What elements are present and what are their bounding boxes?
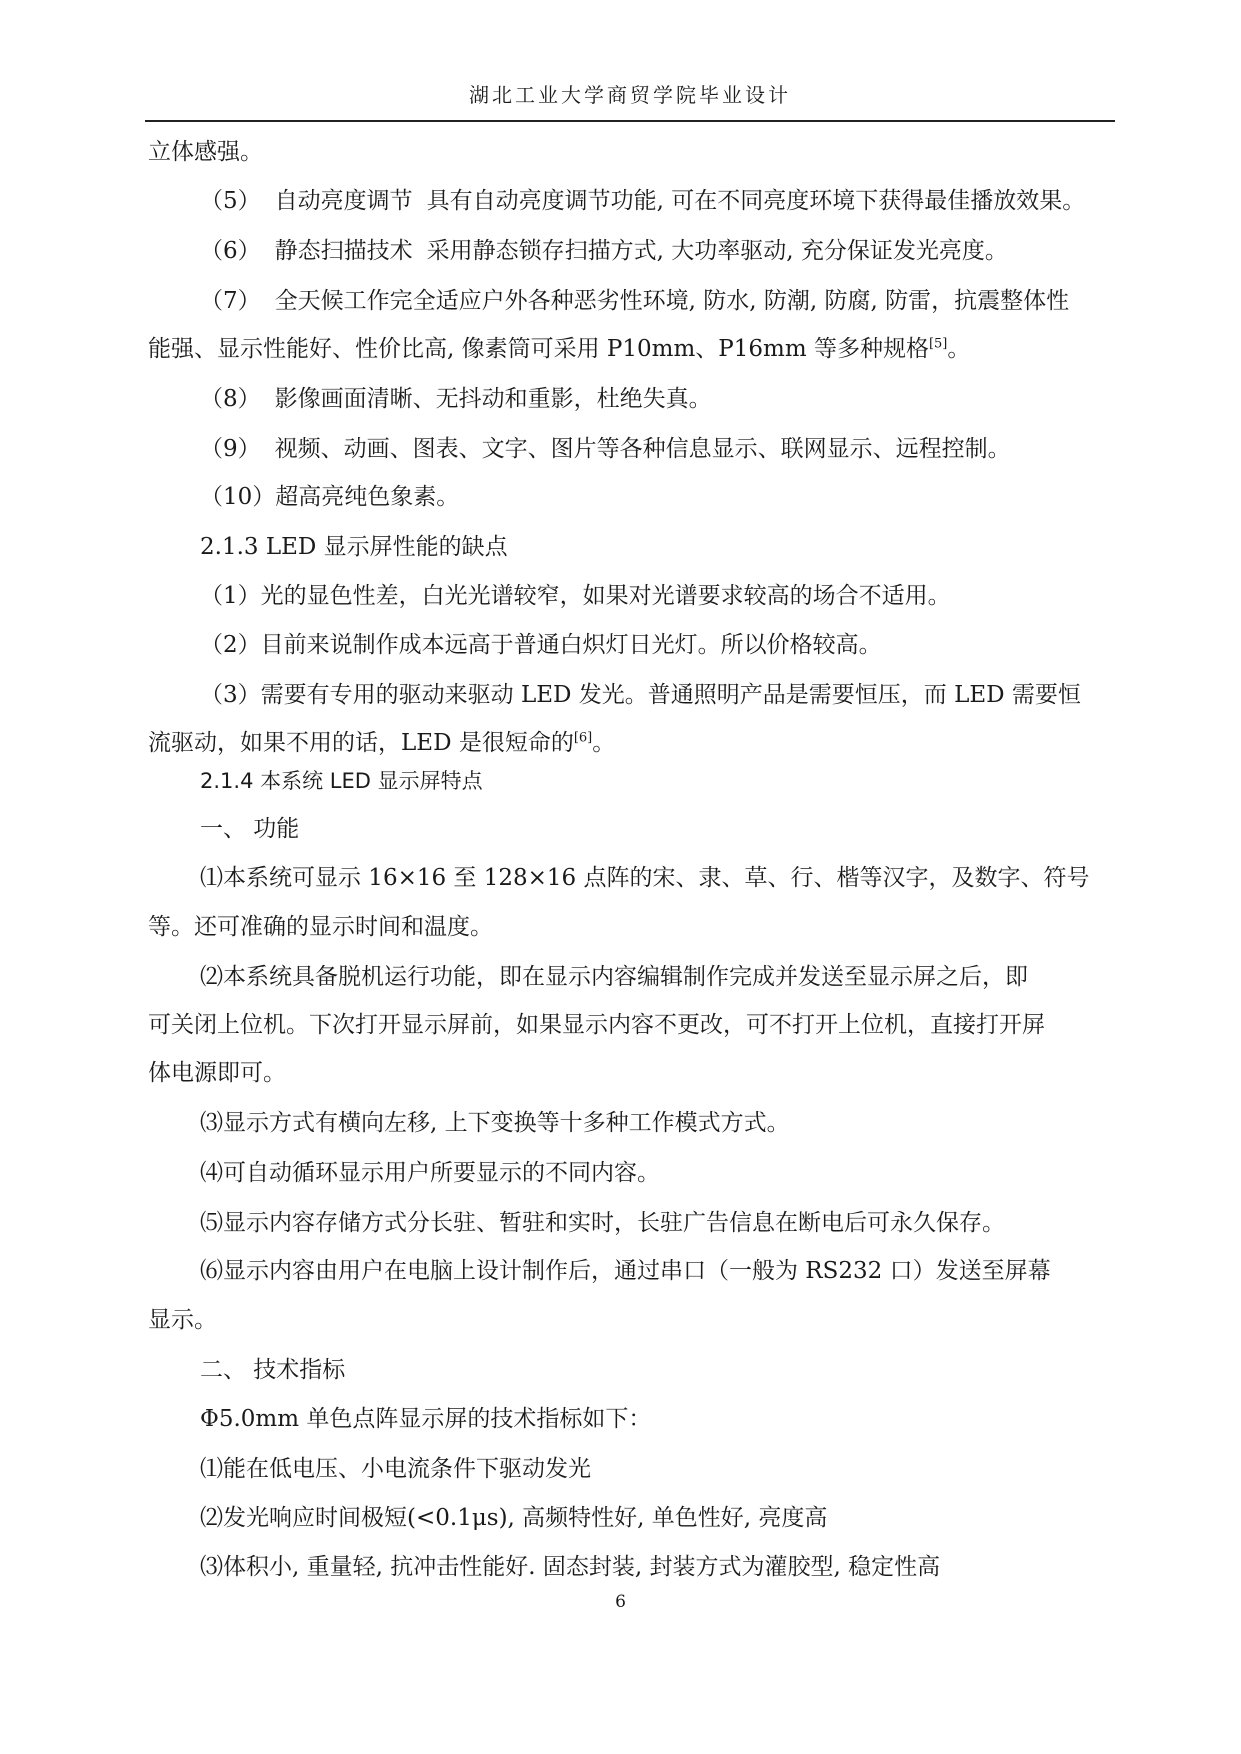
list-item: （1）光的显色性差，白光光谱较窄，如果对光谱要求较高的场合不适用。 (200, 583, 951, 609)
paragraph-line: 可关闭上位机。下次打开显示屏前，如果显示内容不更改，可不打开上位机，直接打开屏 (148, 1012, 1045, 1038)
list-item-6 (200, 236, 1008, 266)
list-item-5 (200, 186, 1085, 216)
citation-ref: [6] (573, 730, 593, 746)
item-number: （9） (200, 436, 261, 462)
paragraph-line: 等。还可准确的显示时间和温度。 (148, 914, 493, 940)
paragraph-line: 显示。 (148, 1307, 217, 1333)
list-item: ⑹显示内容由用户在电脑上设计制作后，通过串口（一般为 RS232 口）发送至屏幕 (200, 1258, 1051, 1284)
list-item: ⑴能在低电压、小电流条件下驱动发光 (200, 1456, 591, 1482)
list-item: （2）目前来说制作成本远高于普通白炽灯日光灯。所以价格较高。 (200, 632, 882, 658)
item-number: （5） (200, 188, 261, 214)
header-title: 湖北工业大学商贸学院毕业设计 (469, 83, 791, 107)
page-header (145, 80, 1115, 122)
item-number: （6） (200, 238, 261, 264)
item-heading: 自动亮度调节 (274, 188, 413, 214)
item-text: 具有自动亮度调节功能, 可在不同亮度环境下获得最佳播放效果。 (426, 188, 1086, 214)
list-item: ⑶体积小, 重量轻, 抗冲击性能好. 固态封装, 封装方式为灌胶型, 稳定性高 (200, 1554, 941, 1580)
item-text: 影像画面清晰、无抖动和重影，杜绝失真。 (274, 386, 712, 412)
section-heading: 2.1.4 本系统 LED 显示屏特点 (200, 769, 483, 793)
citation-ref: [5] (928, 336, 948, 352)
item-text: 全天候工作完全适应户外各种恶劣性环境, 防水, 防潮, 防腐, 防雷，抗震整体性 (274, 288, 1070, 314)
list-item: ⑵本系统具备脱机运行功能，即在显示内容编辑制作完成并发送至显示屏之后，即 (200, 964, 1028, 990)
list-item: （3）需要有专用的驱动来驱动 LED 发光。普通照明产品是需要恒压，而 LED 需要恒 (200, 682, 1081, 708)
list-item: ⑴本系统可显示 16×16 至 128×16 点阵的宋、隶、草、行、楷等汉字，及数字、符号 (200, 865, 1090, 891)
item-text: 采用静态锁存扫描方式, 大功率驱动, 充分保证发光亮度。 (426, 238, 1008, 264)
paragraph-line: 流驱动，如果不用的话，LED 是很短命的[6]。 (148, 730, 616, 756)
subsection-heading: 一、 功能 (200, 816, 300, 842)
item-number: （7） (200, 288, 261, 314)
list-item: ⑶显示方式有横向左移, 上下变换等十多种工作模式方式。 (200, 1110, 790, 1136)
list-item-8 (200, 384, 712, 414)
list-item-9 (200, 434, 1011, 464)
section-heading: 2.1.3 LED 显示屏性能的缺点 (200, 534, 508, 560)
list-item: ⑷可自动循环显示用户所要显示的不同内容。 (200, 1160, 660, 1186)
subsection-heading: 二、 技术指标 (200, 1357, 346, 1383)
list-item: ⑵发光响应时间极短(<0.1μs), 高频特性好, 单色性好, 亮度高 (200, 1505, 828, 1531)
list-item: ⑸显示内容存储方式分长驻、暂驻和实时，长驻广告信息在断电后可永久保存。 (200, 1210, 1005, 1236)
list-item-10: （10）超高亮纯色象素。 (200, 484, 460, 510)
item-text: 视频、动画、图表、文字、图片等各种信息显示、联网显示、远程控制。 (274, 436, 1011, 462)
page-number: 6 (615, 1592, 626, 1612)
item-heading: 静态扫描技术 (274, 238, 413, 264)
paragraph-line: 能强、显示性能好、性价比高, 像素筒可采用 P10mm、P16mm 等多种规格[5]。 (148, 336, 971, 362)
paragraph-line: Φ5.0mm 单色点阵显示屏的技术指标如下： (200, 1406, 652, 1432)
list-item-7 (200, 286, 1069, 316)
item-number: （8） (200, 386, 261, 412)
paragraph-line: 体电源即可。 (148, 1060, 286, 1086)
paragraph-line: 立体感强。 (148, 139, 263, 165)
